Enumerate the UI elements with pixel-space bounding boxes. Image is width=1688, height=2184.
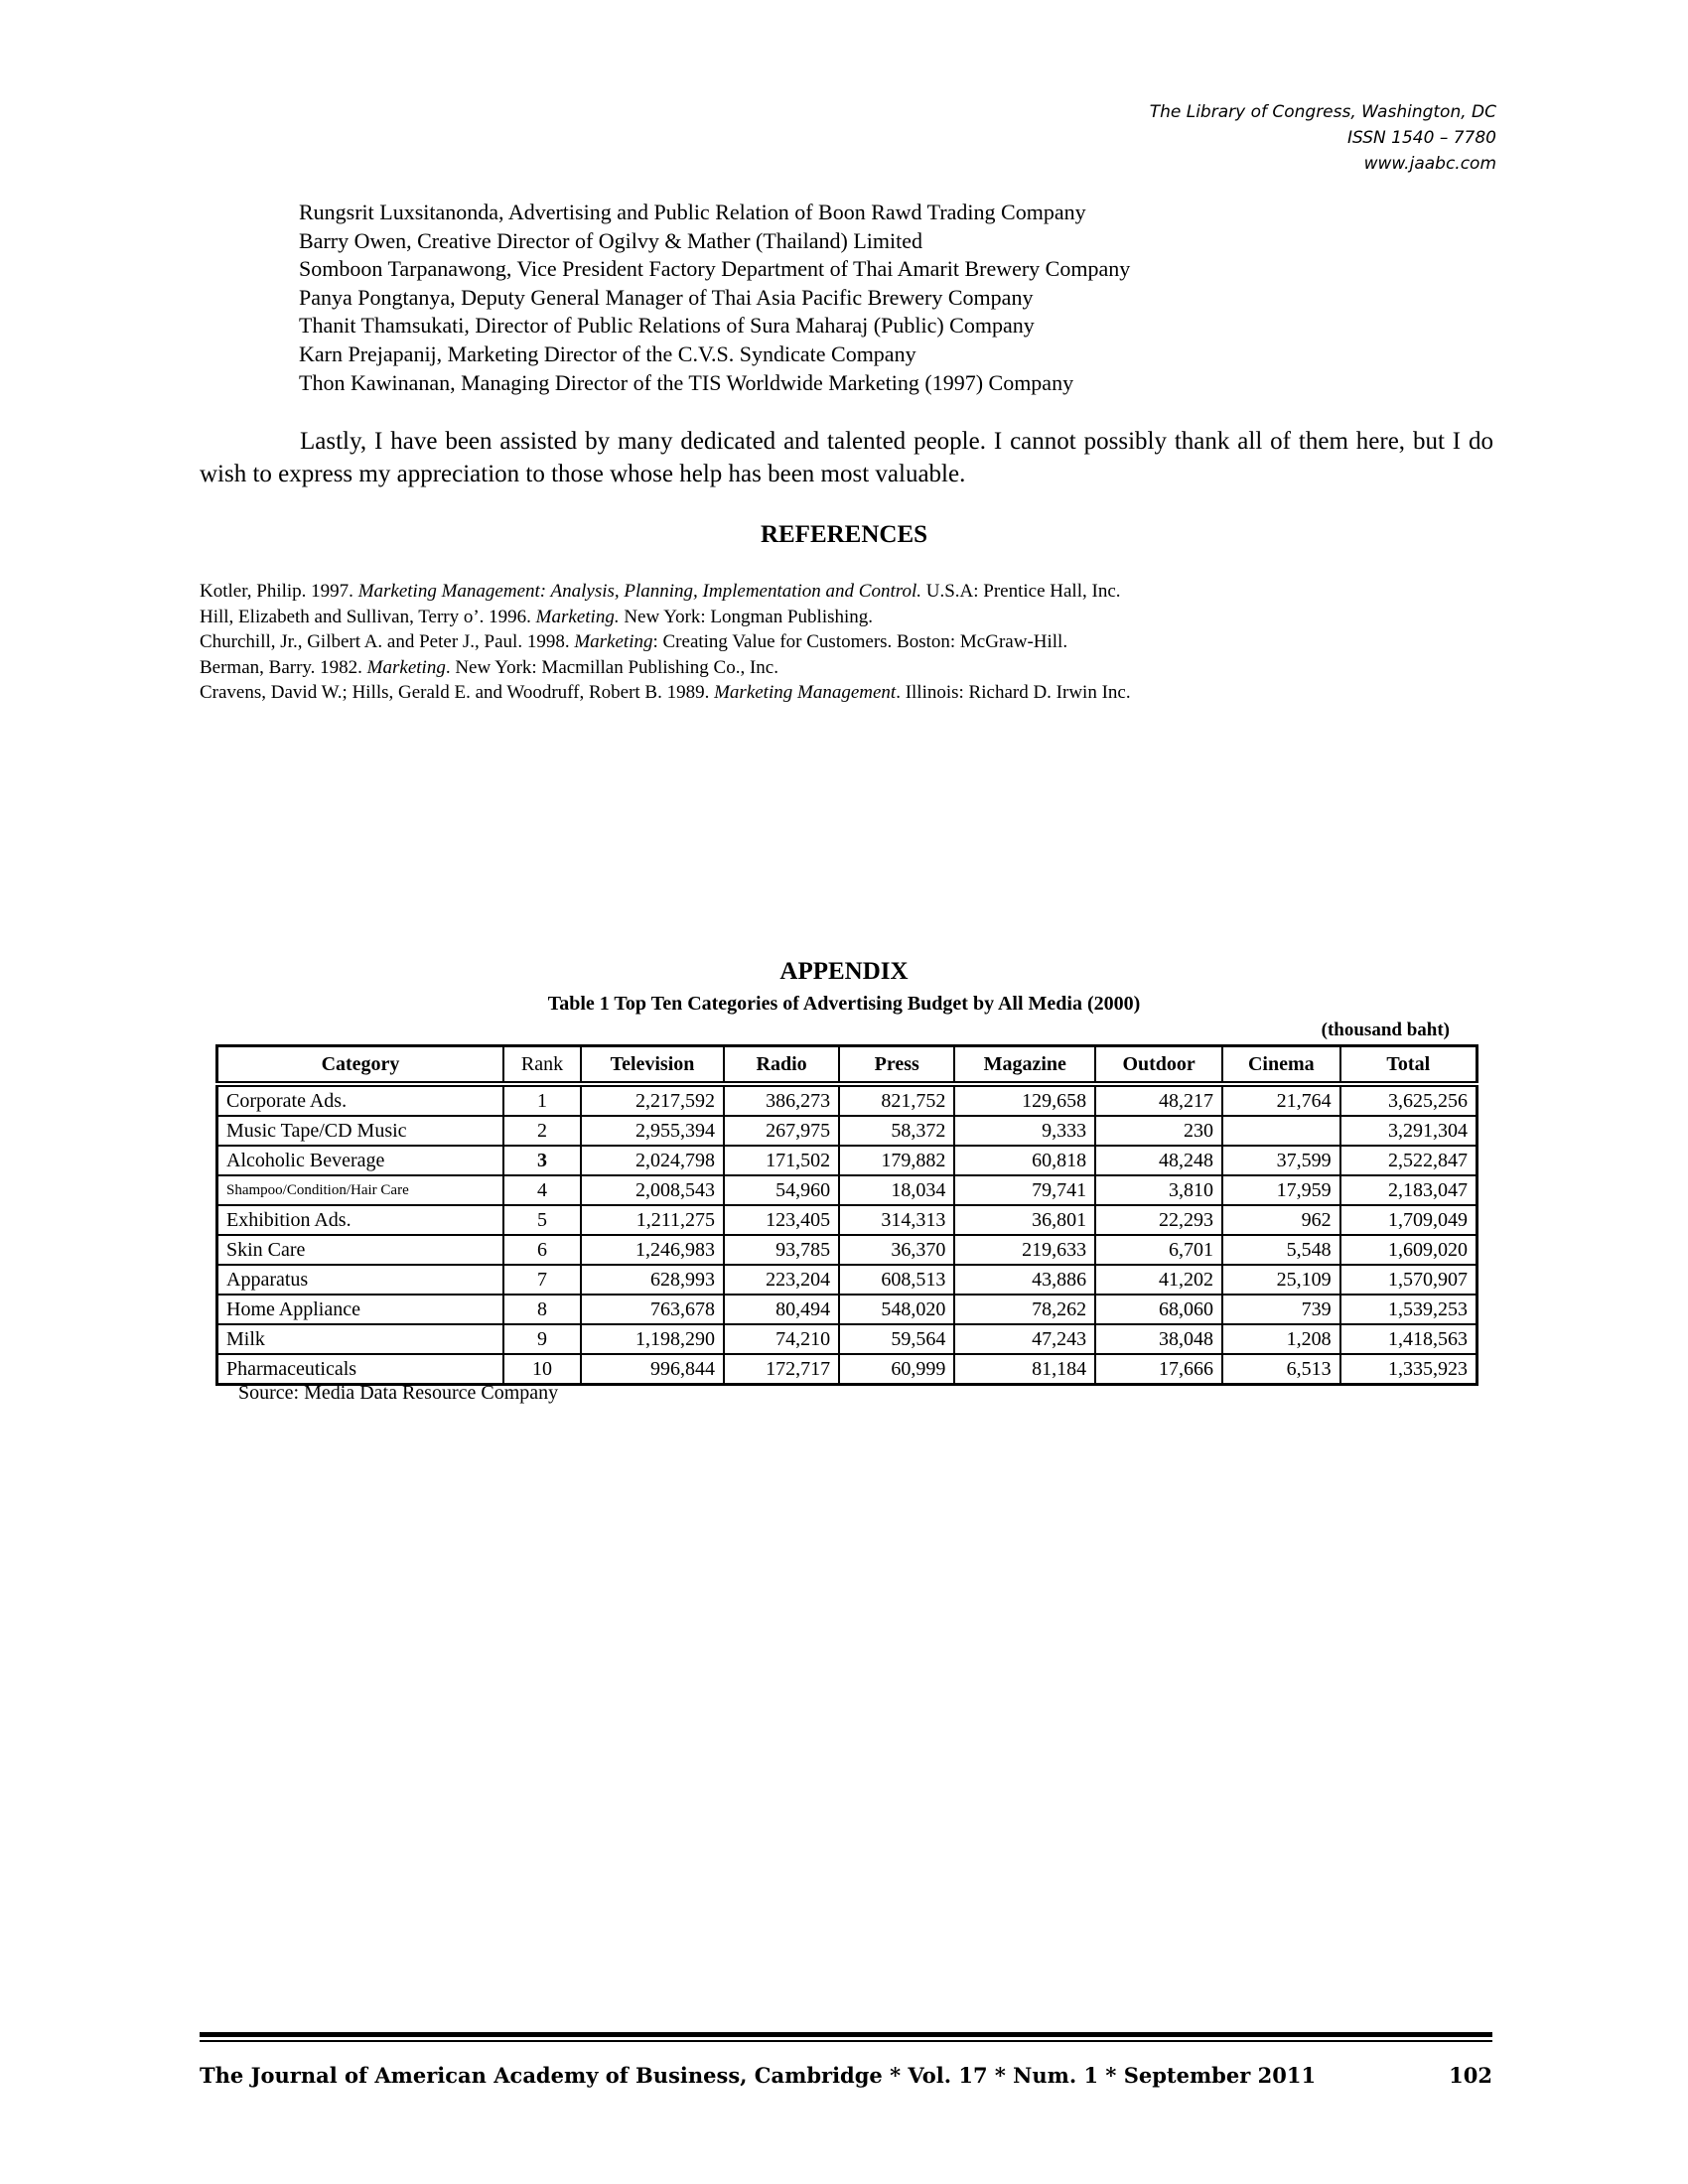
- header-library: The Library of Congress, Washington, DC: [1149, 102, 1496, 122]
- reference-title: Marketing: [574, 631, 653, 652]
- reference-publisher: New York: Longman Publishing.: [619, 606, 874, 627]
- value-cell: 2,183,047: [1340, 1175, 1477, 1205]
- value-cell: 172,717: [724, 1354, 839, 1385]
- value-cell: 18,034: [839, 1175, 954, 1205]
- acknowledgement-list: [299, 199, 1130, 397]
- rank-cell: 6: [503, 1235, 581, 1265]
- value-cell: 3,291,304: [1340, 1116, 1477, 1146]
- header-website: www.jaabc.com: [1363, 154, 1496, 174]
- rank-cell: 1: [503, 1084, 581, 1116]
- category-cell: Apparatus: [217, 1265, 504, 1295]
- value-cell: 123,405: [724, 1205, 839, 1235]
- value-cell: [1222, 1116, 1340, 1146]
- value-cell: 59,564: [839, 1324, 954, 1354]
- value-cell: 9,333: [954, 1116, 1095, 1146]
- table-row: [217, 1116, 1477, 1146]
- reference-item: [200, 655, 1131, 681]
- acknowledgement-item: Panya Pongtanya, Deputy General Manager of Thai Asia Pacific Brewery Company: [299, 284, 1034, 310]
- column-header-press: Press: [839, 1046, 954, 1085]
- table-unit: (thousand baht): [1321, 1020, 1450, 1040]
- value-cell: 628,993: [581, 1265, 724, 1295]
- value-cell: 179,882: [839, 1146, 954, 1175]
- acknowledgement-item: Karn Prejapanij, Marketing Director of the C.V.S. Syndicate Company: [299, 341, 916, 366]
- page-header: [1150, 99, 1496, 177]
- reference-item: [200, 629, 1131, 655]
- category-cell: Milk: [217, 1324, 504, 1354]
- value-cell: 47,243: [954, 1324, 1095, 1354]
- value-cell: 267,975: [724, 1116, 839, 1146]
- table-header-row: [217, 1046, 1477, 1085]
- value-cell: 78,262: [954, 1295, 1095, 1324]
- table-row: [217, 1354, 1477, 1385]
- acknowledgement-item: Thon Kawinanan, Managing Director of the TIS Worldwide Marketing (1997) Company: [299, 369, 1074, 395]
- value-cell: 230: [1095, 1116, 1222, 1146]
- table-row: [217, 1175, 1477, 1205]
- value-cell: 1,609,020: [1340, 1235, 1477, 1265]
- reference-publisher: . New York: Macmillan Publishing Co., Inc.: [445, 656, 778, 678]
- table-row: [217, 1146, 1477, 1175]
- value-cell: 74,210: [724, 1324, 839, 1354]
- reference-title: Marketing.: [535, 606, 620, 627]
- value-cell: 996,844: [581, 1354, 724, 1385]
- value-cell: 2,522,847: [1340, 1146, 1477, 1175]
- reference-list: [200, 579, 1131, 706]
- value-cell: 314,313: [839, 1205, 954, 1235]
- table-row: [217, 1295, 1477, 1324]
- acknowledgement-item: Rungsrit Luxsitanonda, Advertising and Public Relation of Boon Rawd Trading Company: [299, 200, 1086, 224]
- rank-cell: 3: [503, 1146, 581, 1175]
- column-header-category: Category: [217, 1046, 504, 1085]
- reference-item: [200, 605, 1131, 630]
- value-cell: 2,008,543: [581, 1175, 724, 1205]
- value-cell: 48,248: [1095, 1146, 1222, 1175]
- column-header-television: Television: [581, 1046, 724, 1085]
- rank-cell: 10: [503, 1354, 581, 1385]
- references-heading: REFERENCES: [760, 521, 928, 548]
- footer-rule: [200, 2032, 1492, 2037]
- category-cell: Home Appliance: [217, 1295, 504, 1324]
- reference-publisher: U.S.A: Prentice Hall, Inc.: [920, 581, 1121, 602]
- table-row: [217, 1265, 1477, 1295]
- rank-cell: 9: [503, 1324, 581, 1354]
- table-caption: Table 1 Top Ten Categories of Advertising Budget by All Media (2000): [547, 993, 1141, 1015]
- value-cell: 80,494: [724, 1295, 839, 1324]
- reference-publisher: . Illinois: Richard D. Irwin Inc.: [896, 682, 1131, 703]
- value-cell: 21,764: [1222, 1084, 1340, 1116]
- acknowledgement-item: Somboon Tarpanawong, Vice President Factory Department of Thai Amarit Brewery Company: [299, 256, 1131, 282]
- value-cell: 2,955,394: [581, 1116, 724, 1146]
- acknowledgement-item: Barry Owen, Creative Director of Ogilvy & Mather (Thailand) Limited: [299, 227, 923, 253]
- value-cell: 1,418,563: [1340, 1324, 1477, 1354]
- value-cell: 93,785: [724, 1235, 839, 1265]
- category-cell: Skin Care: [217, 1235, 504, 1265]
- category-cell: Music Tape/CD Music: [217, 1116, 504, 1146]
- table-row: [217, 1235, 1477, 1265]
- value-cell: 81,184: [954, 1354, 1095, 1385]
- reference-publisher: : Creating Value for Customers. Boston: McGraw-Hill.: [652, 631, 1068, 652]
- header-issn: ISSN 1540 – 7780: [1347, 128, 1496, 148]
- reference-title: Marketing Management: [714, 682, 897, 703]
- value-cell: 548,020: [839, 1295, 954, 1324]
- reference-item: [200, 579, 1131, 605]
- rank-cell: 5: [503, 1205, 581, 1235]
- value-cell: 37,599: [1222, 1146, 1340, 1175]
- value-cell: 608,513: [839, 1265, 954, 1295]
- value-cell: 38,048: [1095, 1324, 1222, 1354]
- value-cell: 68,060: [1095, 1295, 1222, 1324]
- table-row: [217, 1084, 1477, 1116]
- footer-journal: The Journal of American Academy of Business, Cambridge * Vol. 17 * Num. 1 * September 2011: [200, 2063, 1317, 2088]
- rank-cell: 7: [503, 1265, 581, 1295]
- value-cell: 1,208: [1222, 1324, 1340, 1354]
- value-cell: 43,886: [954, 1265, 1095, 1295]
- value-cell: 1,570,907: [1340, 1265, 1477, 1295]
- table-row: [217, 1205, 1477, 1235]
- value-cell: 1,709,049: [1340, 1205, 1477, 1235]
- value-cell: 41,202: [1095, 1265, 1222, 1295]
- value-cell: 60,999: [839, 1354, 954, 1385]
- reference-title: Marketing: [366, 656, 446, 678]
- closing-paragraph: Lastly, I have been assisted by many dedicated and talented people. I cannot possibly thank all of them here, but I do wish to express my appreciation to those whose help has been most valuable.: [200, 428, 1493, 487]
- page-footer: [200, 2063, 1492, 2088]
- value-cell: 22,293: [1095, 1205, 1222, 1235]
- value-cell: 386,273: [724, 1084, 839, 1116]
- value-cell: 3,625,256: [1340, 1084, 1477, 1116]
- reference-author: Cravens, David W.; Hills, Gerald E. and Woodruff, Robert B. 1989.: [200, 682, 715, 703]
- value-cell: 739: [1222, 1295, 1340, 1324]
- value-cell: 58,372: [839, 1116, 954, 1146]
- value-cell: 2,024,798: [581, 1146, 724, 1175]
- column-header-outdoor: Outdoor: [1095, 1046, 1222, 1085]
- category-cell: Pharmaceuticals: [217, 1354, 504, 1385]
- rank-cell: 4: [503, 1175, 581, 1205]
- column-header-cinema: Cinema: [1222, 1046, 1340, 1085]
- page-number: 102: [1449, 2063, 1492, 2088]
- value-cell: 171,502: [724, 1146, 839, 1175]
- reference-author: Kotler, Philip. 1997.: [200, 581, 358, 602]
- reference-author: Berman, Barry. 1982.: [200, 656, 367, 678]
- value-cell: 763,678: [581, 1295, 724, 1324]
- value-cell: 1,539,253: [1340, 1295, 1477, 1324]
- rank-cell: 2: [503, 1116, 581, 1146]
- footer-rule: [200, 2040, 1492, 2042]
- value-cell: 17,666: [1095, 1354, 1222, 1385]
- value-cell: 54,960: [724, 1175, 839, 1205]
- value-cell: 36,801: [954, 1205, 1095, 1235]
- value-cell: 1,198,290: [581, 1324, 724, 1354]
- value-cell: 17,959: [1222, 1175, 1340, 1205]
- reference-item: [200, 680, 1131, 706]
- category-cell: Alcoholic Beverage: [217, 1146, 504, 1175]
- value-cell: 219,633: [954, 1235, 1095, 1265]
- value-cell: 5,548: [1222, 1235, 1340, 1265]
- column-header-magazine: Magazine: [954, 1046, 1095, 1085]
- value-cell: 962: [1222, 1205, 1340, 1235]
- column-header-total: Total: [1340, 1046, 1477, 1085]
- acknowledgement-item: Thanit Thamsukati, Director of Public Relations of Sura Maharaj (Public) Company: [299, 313, 1035, 339]
- value-cell: 60,818: [954, 1146, 1095, 1175]
- value-cell: 1,211,275: [581, 1205, 724, 1235]
- value-cell: 48,217: [1095, 1084, 1222, 1116]
- reference-title: Marketing Management: Analysis, Planning, Implementation and Control.: [357, 581, 921, 602]
- column-header-radio: Radio: [724, 1046, 839, 1085]
- value-cell: 223,204: [724, 1265, 839, 1295]
- category-cell: Exhibition Ads.: [217, 1205, 504, 1235]
- value-cell: 6,701: [1095, 1235, 1222, 1265]
- reference-author: Hill, Elizabeth and Sullivan, Terry o’. 1996.: [200, 606, 536, 627]
- category-cell: Shampoo/Condition/Hair Care: [217, 1175, 504, 1205]
- value-cell: 2,217,592: [581, 1084, 724, 1116]
- value-cell: 129,658: [954, 1084, 1095, 1116]
- table-source: Source: Media Data Resource Company: [238, 1382, 559, 1404]
- value-cell: 3,810: [1095, 1175, 1222, 1205]
- value-cell: 1,335,923: [1340, 1354, 1477, 1385]
- value-cell: 79,741: [954, 1175, 1095, 1205]
- advertising-budget-table: [215, 1044, 1478, 1386]
- appendix-heading: APPENDIX: [779, 958, 909, 985]
- value-cell: 821,752: [839, 1084, 954, 1116]
- value-cell: 25,109: [1222, 1265, 1340, 1295]
- rank-cell: 8: [503, 1295, 581, 1324]
- category-cell: Corporate Ads.: [217, 1084, 504, 1116]
- table-row: [217, 1324, 1477, 1354]
- value-cell: 6,513: [1222, 1354, 1340, 1385]
- value-cell: 36,370: [839, 1235, 954, 1265]
- reference-author: Churchill, Jr., Gilbert A. and Peter J., Paul. 1998.: [200, 631, 575, 652]
- value-cell: 1,246,983: [581, 1235, 724, 1265]
- column-header-rank: Rank: [503, 1046, 581, 1085]
